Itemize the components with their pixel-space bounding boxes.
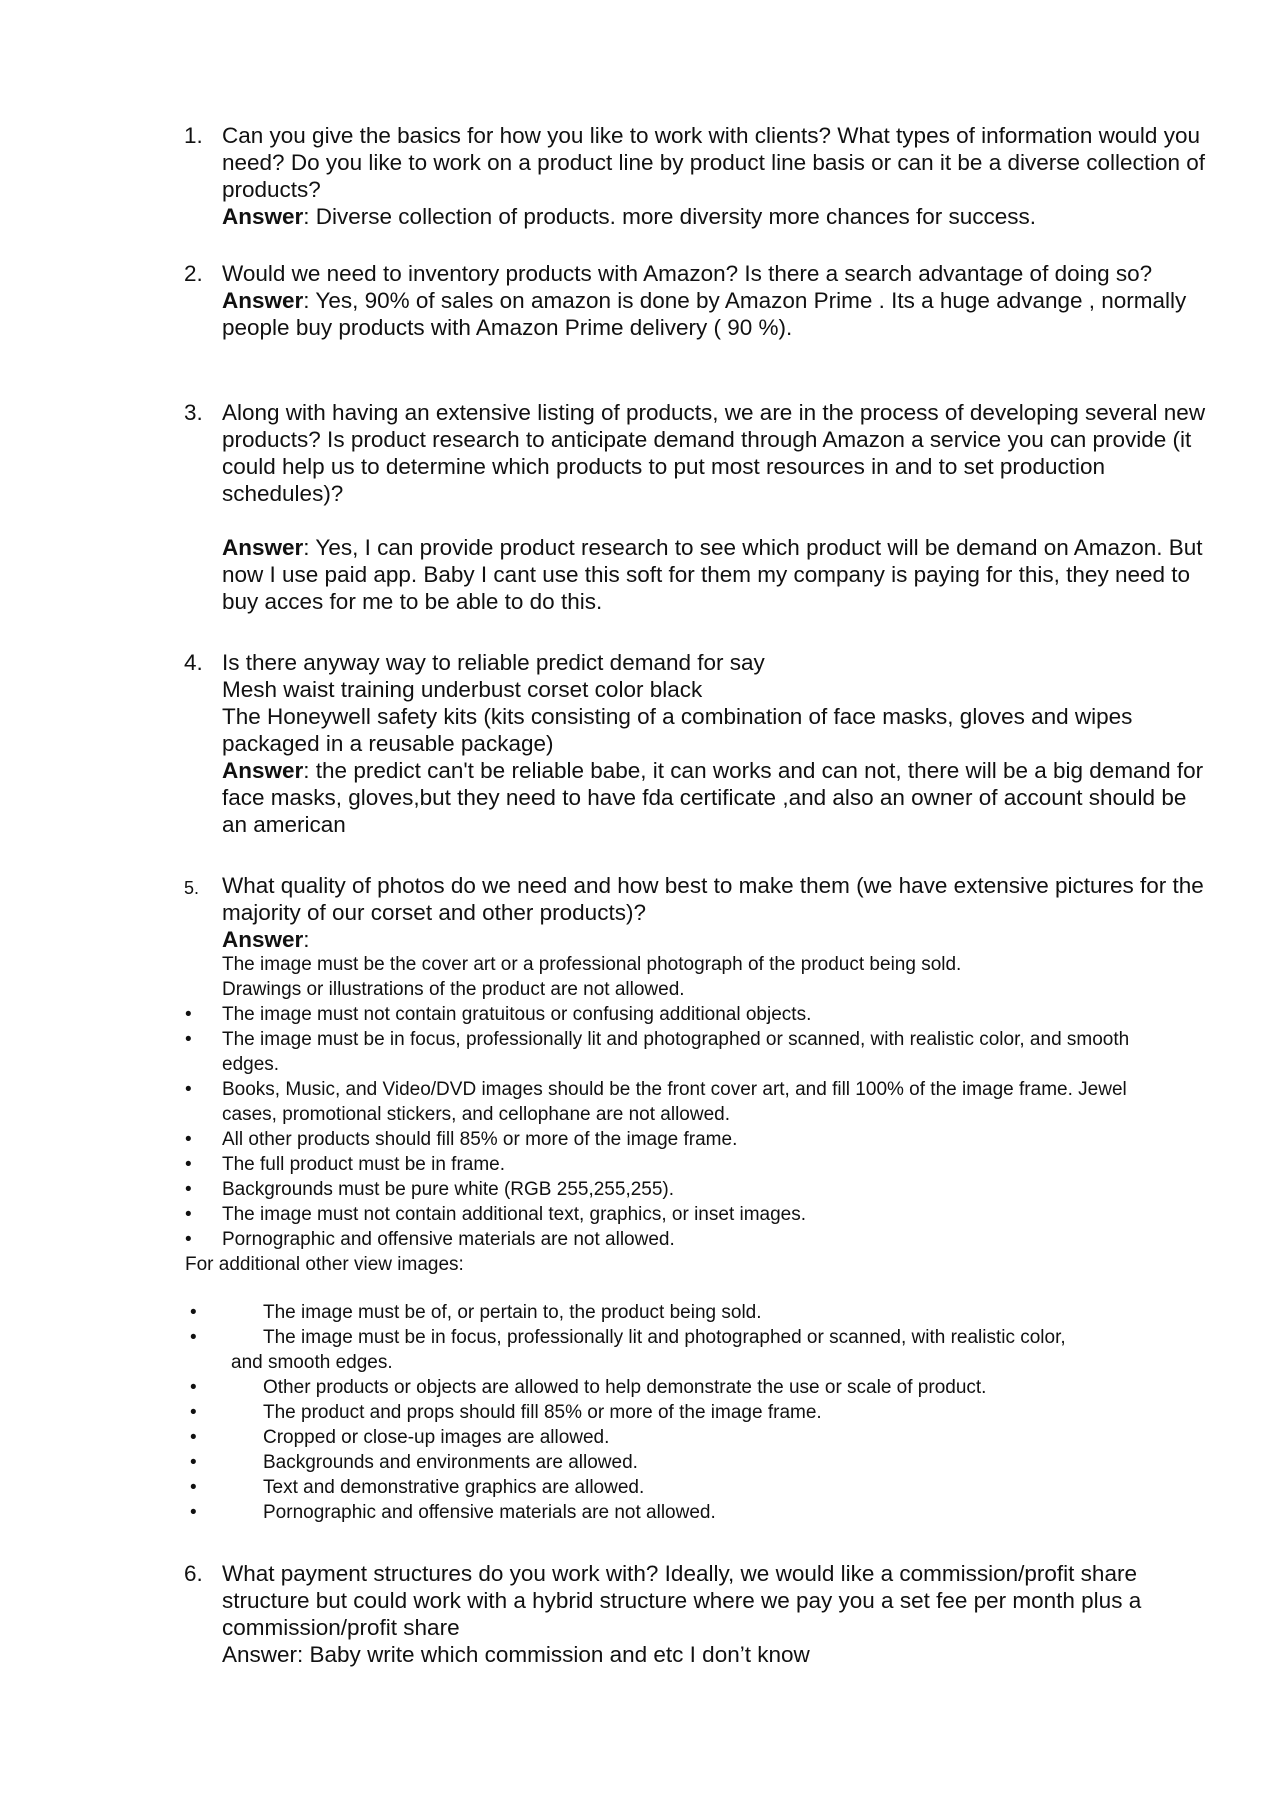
question-number: 1.	[184, 123, 203, 148]
list-item: • Backgrounds must be pure white (RGB 255,255,255).	[185, 1179, 675, 1200]
requirement-intro: The image must be the cover art or a professional photograph of the product being sold.	[222, 954, 962, 975]
question-text: Mesh waist training underbust corset color black	[222, 677, 703, 702]
list-item: • Pornographic and offensive materials are not allowed.	[185, 1229, 675, 1250]
answer-text: : Yes, I can provide product research to see which product will be demand on Amazon. But now I use paid app. Baby I cant use this soft for them my company is paying for this, they need to buy acces for me to be able to do this.	[222, 535, 1203, 614]
list-item: • The image must be in focus, professionally lit and photographed or scanned, with realistic color, and smooth edges.	[190, 1327, 1066, 1373]
list-item: • The product and props should fill 85% or more of the image frame.	[190, 1402, 822, 1423]
requirement-intro-continued: Drawings or illustrations of the product are not allowed.	[222, 979, 685, 1000]
list-item: • The image must be in focus, professionally lit and photographed or scanned, with realistic color, and smooth edges.	[185, 1029, 1130, 1075]
question-number: 4.	[184, 650, 203, 675]
list-item: • Books, Music, and Video/DVD images should be the front cover art, and fill 100% of the image frame. Jewel cases, promotional stickers, and cellophane are not allowed.	[185, 1079, 1127, 1125]
question-number: 5.	[184, 878, 200, 898]
list-item: • Backgrounds and environments are allowed.	[190, 1452, 638, 1473]
other-image-requirements	[190, 1300, 1210, 1525]
main-image-requirements	[181, 1002, 1161, 1252]
question-number: 3.	[184, 400, 203, 425]
question-text: The Honeywell safety kits (kits consisting of a combination of face masks, gloves and wipes packaged in a reusable package)	[222, 704, 1133, 756]
question-text: Is there anyway way to reliable predict demand for say	[222, 650, 765, 675]
answer-label: Answer	[222, 927, 304, 952]
other-images-heading: For additional other view images:	[185, 1254, 464, 1275]
question-text: Would we need to inventory products with Amazon? Is there a search advantage of doing so?	[222, 261, 1153, 286]
answer	[222, 534, 1212, 615]
list-item: • The image must be of, or pertain to, the product being sold.	[190, 1302, 762, 1323]
list-item: • The image must not contain gratuitous or confusing additional objects.	[185, 1004, 812, 1025]
question-2	[184, 260, 1212, 341]
answer-text: : Yes, 90% of sales on amazon is done by Amazon Prime . Its a huge advange , normally people buy products with Amazon Prime delivery ( 90 %).	[222, 288, 1187, 340]
answer-label: Answer	[222, 535, 304, 560]
answer-text: : the predict can't be reliable babe, it can works and can not, there will be a big demand for face masks, gloves,but they need to have fda certificate ,and also an owner of account should be an american	[222, 758, 1204, 837]
question-1	[184, 122, 1212, 230]
list-item: • The full product must be in frame.	[185, 1154, 506, 1175]
question-text: Along with having an extensive listing of products, we are in the process of developing several new products? Is product research to anticipate demand through Amazon a service you can provide (it could help us to determine which products to put most resources in and to set production schedules)?	[222, 400, 1206, 506]
answer	[222, 287, 1212, 341]
question-4	[184, 649, 1212, 838]
list-item: • Other products or objects are allowed to help demonstrate the use or scale of product.	[190, 1377, 987, 1398]
question-5	[184, 872, 1212, 953]
photo-requirements	[181, 952, 1161, 1252]
list-item: • The image must not contain additional text, graphics, or inset images.	[185, 1204, 807, 1225]
list-item: • Text and demonstrative graphics are allowed.	[190, 1477, 645, 1498]
list-item: • All other products should fill 85% or more of the image frame.	[185, 1129, 738, 1150]
question-6	[184, 1560, 1212, 1668]
answer-label: Answer	[222, 288, 304, 313]
answer-text: Answer: Baby write which commission and etc I don’t know	[222, 1642, 810, 1667]
answer	[222, 203, 1212, 230]
question-text: What payment structures do you work with? Ideally, we would like a commission/profit share structure but could work with a hybrid structure where we pay you a set fee per month plus a commission/profit share	[222, 1561, 1142, 1640]
answer-label: Answer	[222, 204, 304, 229]
question-text: Can you give the basics for how you like to work with clients? What types of information would you need? Do you like to work on a product line by product line basis or can it be a diverse collection of products?	[222, 123, 1206, 202]
answer-text: : Diverse collection of products. more diversity more chances for success.	[303, 204, 1037, 229]
list-item: • Cropped or close-up images are allowed.	[190, 1427, 610, 1448]
question-text: What quality of photos do we need and how best to make them (we have extensive pictures for the majority of our corset and other products)?	[222, 873, 1204, 925]
question-3	[184, 399, 1212, 615]
answer	[222, 757, 1212, 838]
answer	[222, 926, 1212, 953]
answer-label: Answer	[222, 758, 304, 783]
question-number: 6.	[184, 1561, 203, 1586]
answer-text: :	[303, 927, 310, 952]
list-item: • Pornographic and offensive materials are not allowed.	[190, 1502, 716, 1523]
question-number: 2.	[184, 261, 203, 286]
